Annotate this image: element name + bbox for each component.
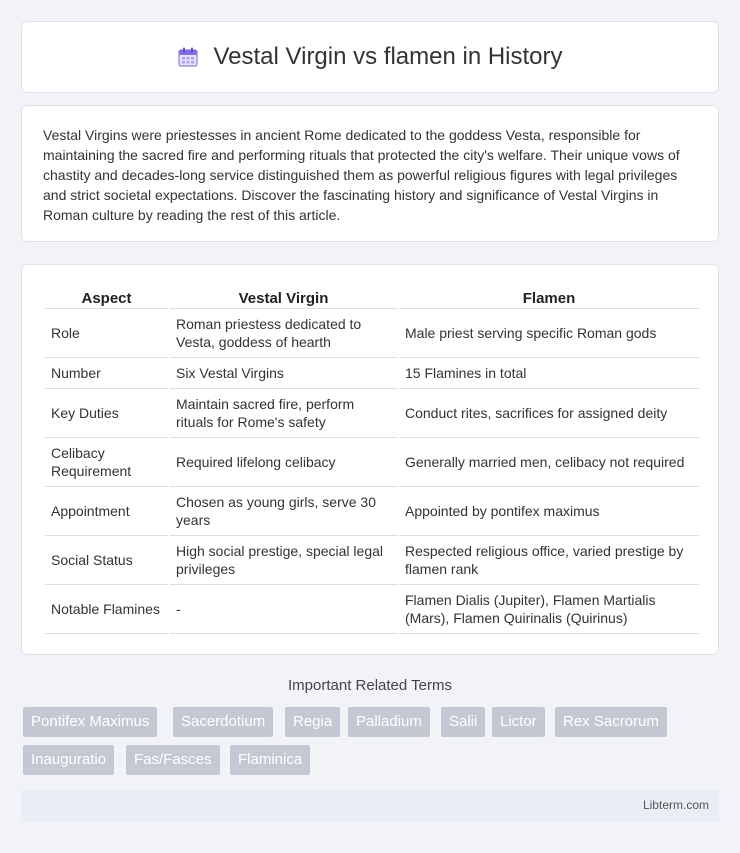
title-card xyxy=(21,21,719,93)
table-cell: High social prestige, special legal privileges xyxy=(170,536,397,585)
page-title: Vestal Virgin vs flamen in History xyxy=(213,43,563,70)
table-cell: Number xyxy=(45,358,168,389)
table-cell: Respected religious office, varied prestige by flamen rank xyxy=(399,536,699,585)
table-header-row xyxy=(45,285,699,309)
table-cell: Appointed by pontifex maximus xyxy=(399,487,699,536)
table-cell: Appointment xyxy=(45,487,168,536)
intro-text: Vestal Virgins were priestesses in ancient Rome dedicated to the goddess Vesta, responsible for maintaining the sacred fire and performing rituals that protected the city's welfare. Their unique vows of chastity and decades-long service distinguished them as powerful religious figures with legal privileges and strict societal expectations. Discover the fascinating history and significance of Vestal Virgins in Roman culture by reading the rest of this article. xyxy=(43,127,680,223)
table-header: Vestal Virgin xyxy=(170,285,397,309)
table-row xyxy=(45,438,699,487)
related-term-tag[interactable]: Regia xyxy=(285,707,340,737)
table-row xyxy=(45,536,699,585)
footer xyxy=(21,790,719,822)
table-cell: Conduct rites, sacrifices for assigned deity xyxy=(399,389,699,438)
related-term-tag[interactable]: Palladium xyxy=(348,707,430,737)
table-row xyxy=(45,309,699,358)
table-cell: Male priest serving specific Roman gods xyxy=(399,309,699,358)
table-cell: Key Duties xyxy=(45,389,168,438)
table-cell: Roman priestess dedicated to Vesta, goddess of hearth xyxy=(170,309,397,358)
table-cell: Role xyxy=(45,309,168,358)
comparison-table-card xyxy=(21,264,719,655)
table-cell: Social Status xyxy=(45,536,168,585)
table-header: Aspect xyxy=(45,285,168,309)
related-term-tag[interactable]: Flaminica xyxy=(230,745,310,775)
related-term-tag[interactable]: Sacerdotium xyxy=(173,707,273,737)
table-cell: Flamen Dialis (Jupiter), Flamen Martialis (Mars), Flamen Quirinalis (Quirinus) xyxy=(399,585,699,634)
table-cell: Chosen as young girls, serve 30 years xyxy=(170,487,397,536)
table-cell: Celibacy Requirement xyxy=(45,438,168,487)
table-row xyxy=(45,358,699,389)
table-row xyxy=(45,389,699,438)
related-terms-title: Important Related Terms xyxy=(288,677,452,694)
table-cell: 15 Flamines in total xyxy=(399,358,699,389)
calendar-icon xyxy=(177,46,199,68)
table-header: Flamen xyxy=(399,285,699,309)
related-term-tag[interactable]: Fas/Fasces xyxy=(126,745,220,775)
table-cell: Six Vestal Virgins xyxy=(170,358,397,389)
table-cell: Required lifelong celibacy xyxy=(170,438,397,487)
related-term-tag[interactable]: Pontifex Maximus xyxy=(23,707,157,737)
related-term-tag[interactable]: Rex Sacrorum xyxy=(555,707,667,737)
table-row xyxy=(45,585,699,634)
table-cell: - xyxy=(170,585,397,634)
comparison-table xyxy=(43,285,701,634)
table-cell: Notable Flamines xyxy=(45,585,168,634)
table-row xyxy=(45,487,699,536)
footer-site-link[interactable]: Libterm.com xyxy=(642,798,709,812)
related-term-tag[interactable]: Salii xyxy=(441,707,485,737)
related-term-tag[interactable]: Inauguratio xyxy=(23,745,114,775)
table-cell: Generally married men, celibacy not required xyxy=(399,438,699,487)
related-term-tag[interactable]: Lictor xyxy=(492,707,545,737)
table-cell: Maintain sacred fire, perform rituals for Rome's safety xyxy=(170,389,397,438)
intro-card xyxy=(21,105,719,242)
